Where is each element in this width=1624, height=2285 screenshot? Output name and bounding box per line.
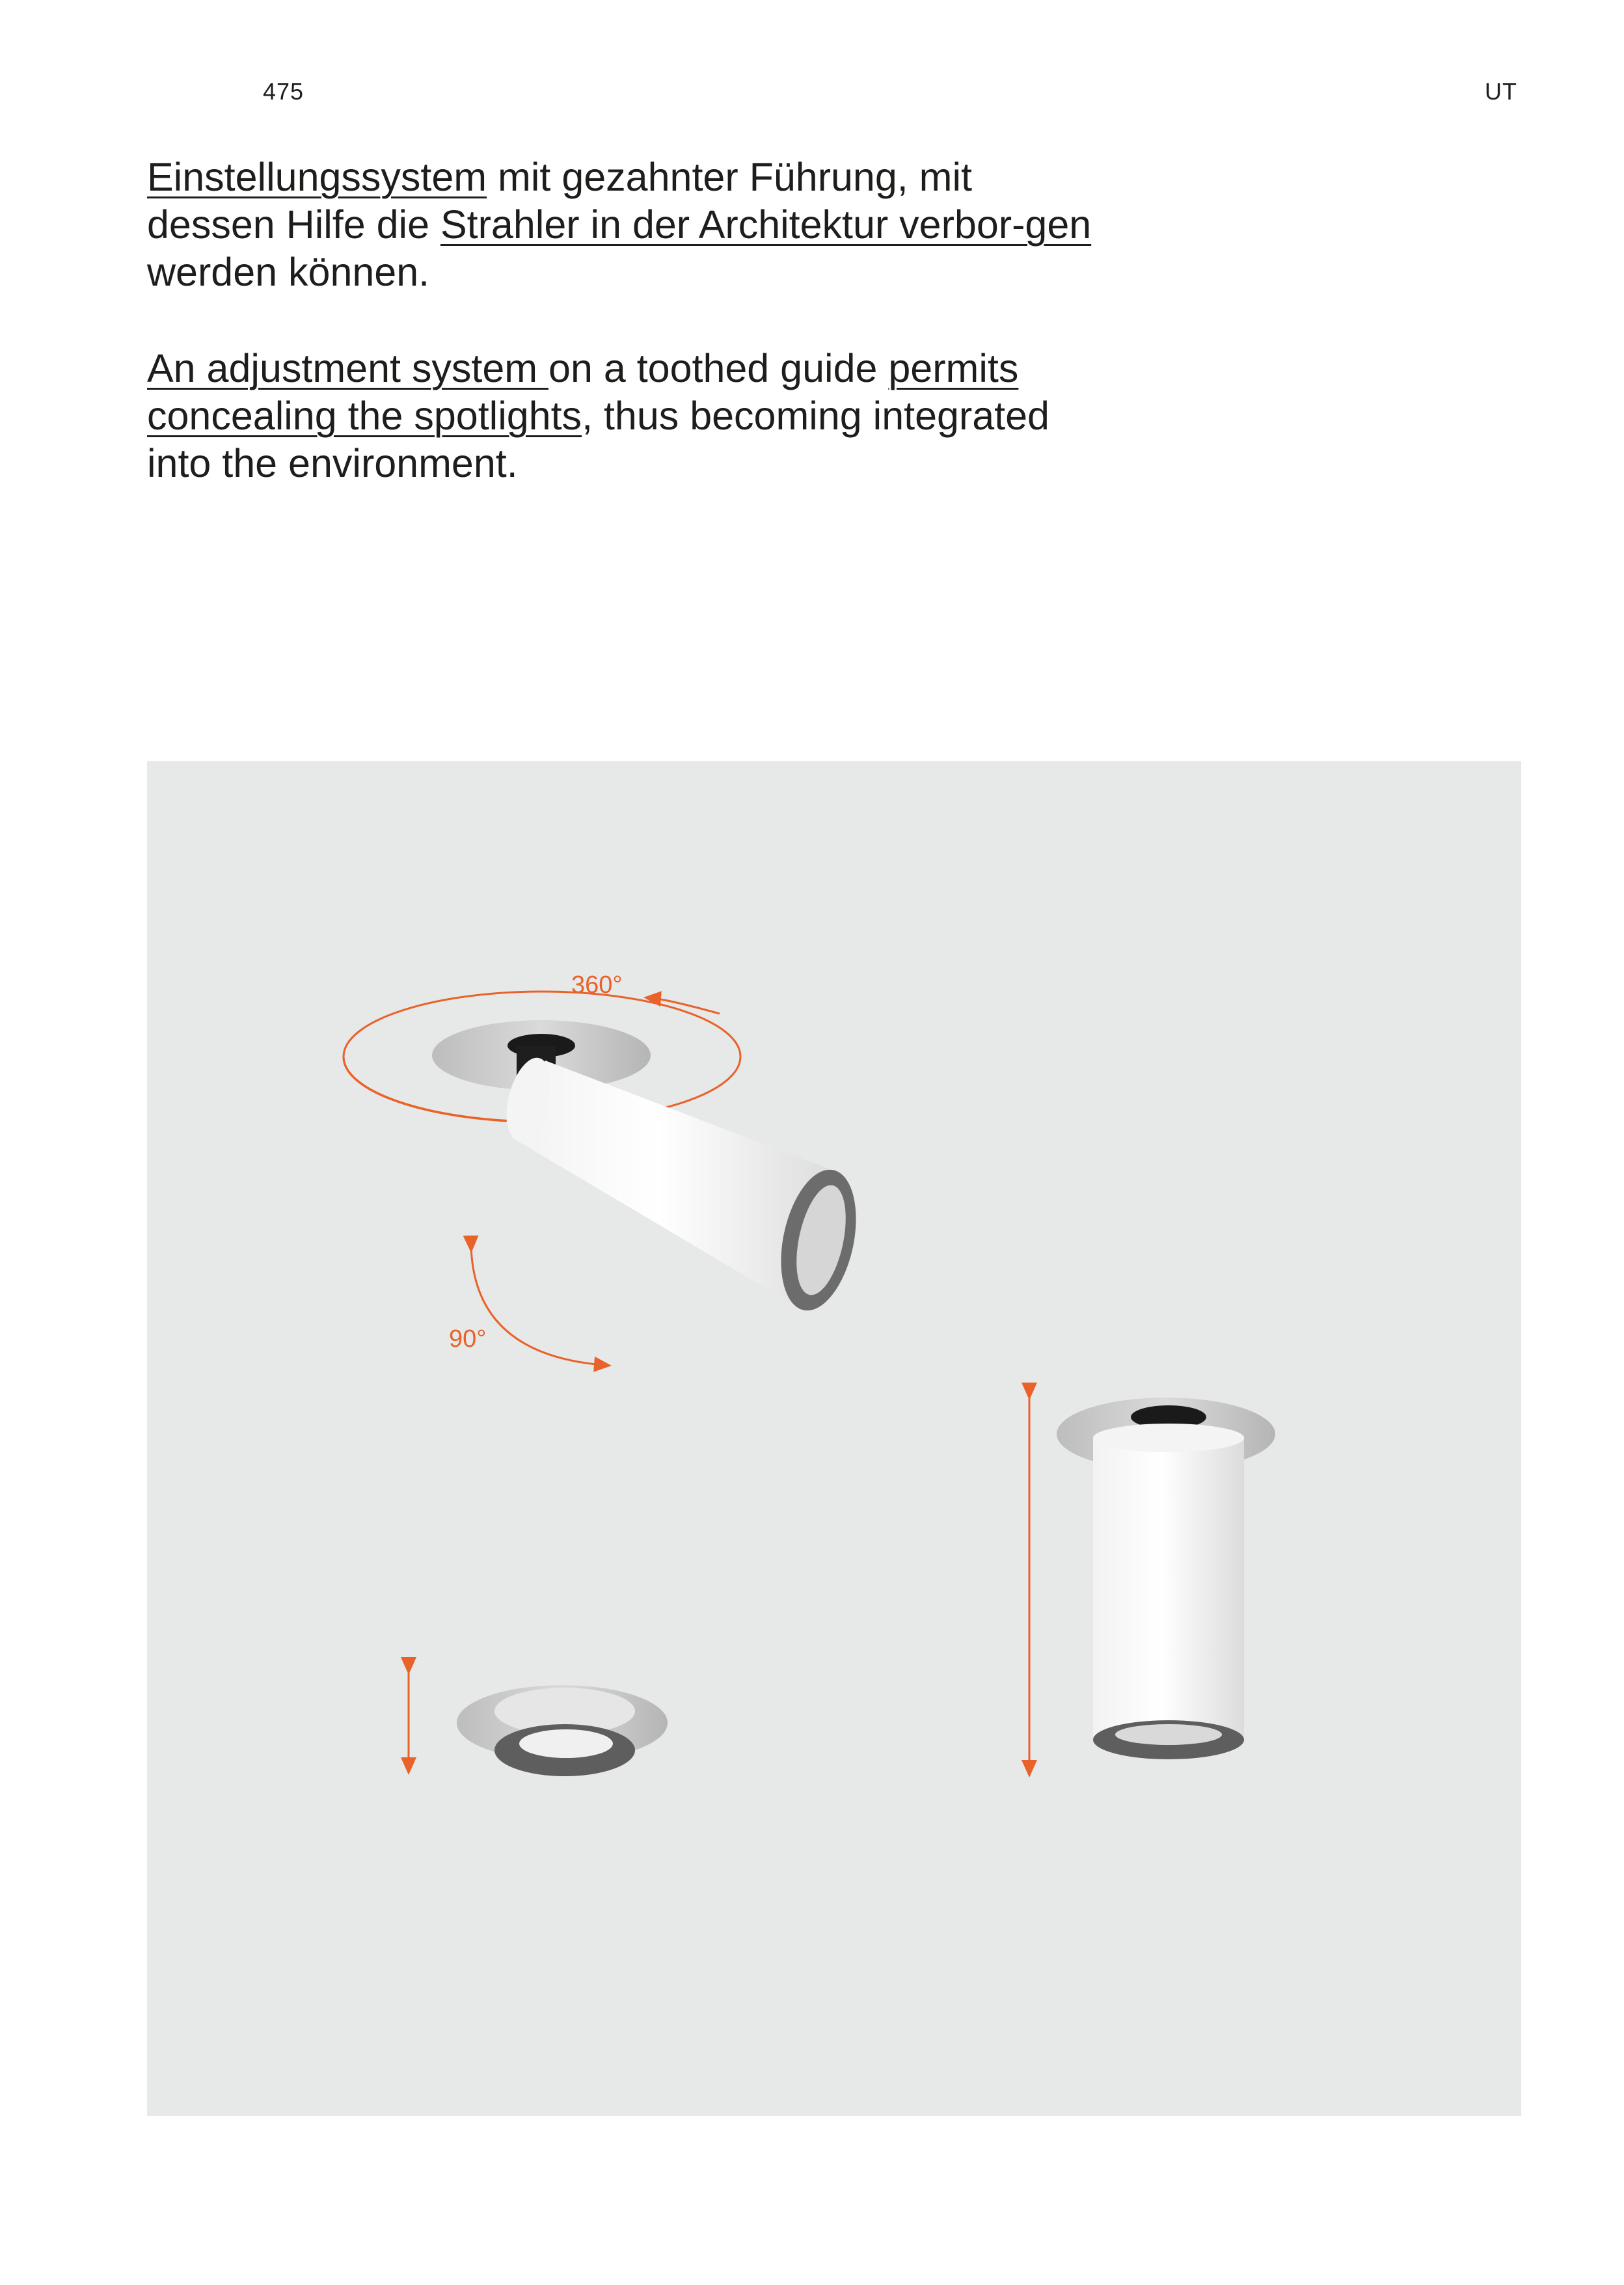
recessed-spotlight-extended [1029, 1392, 1275, 1770]
extended-spotlight-top-cap [1093, 1424, 1244, 1452]
german-text-1: mit gezahnter Führung, mit dessen Hilfe die [147, 155, 972, 247]
german-highlight-1: Einstellungssystem [147, 155, 487, 199]
english-text-2: , thus becoming integrated into the environment. [147, 394, 1049, 485]
german-highlight-2: Strahler in der Architektur verbor-gen [440, 202, 1092, 247]
tilt-label: 90° [449, 1325, 487, 1353]
extended-spotlight-body [1093, 1438, 1244, 1740]
retracted-spotlight-lens [519, 1729, 613, 1758]
recessed-spotlight-retracted [409, 1667, 668, 1776]
english-highlight-2: permits concealing the spotlights [147, 346, 1019, 438]
tilt-arrow-icon [471, 1245, 604, 1365]
page-number: 475 [263, 78, 304, 105]
section-code: UT [1485, 78, 1517, 105]
figure-illustration [147, 761, 1521, 2116]
product-figure [147, 761, 1521, 2116]
english-text-1: on a toothed guide [548, 346, 889, 390]
english-highlight-1: An adjustment system [147, 346, 549, 390]
adjustable-spotlight [344, 971, 868, 1365]
description-english [147, 345, 1110, 487]
rotation-label: 360° [571, 971, 623, 999]
extended-spotlight-lens [1115, 1724, 1222, 1745]
description-german [147, 154, 1110, 296]
german-text-2: werden können. [147, 250, 430, 294]
